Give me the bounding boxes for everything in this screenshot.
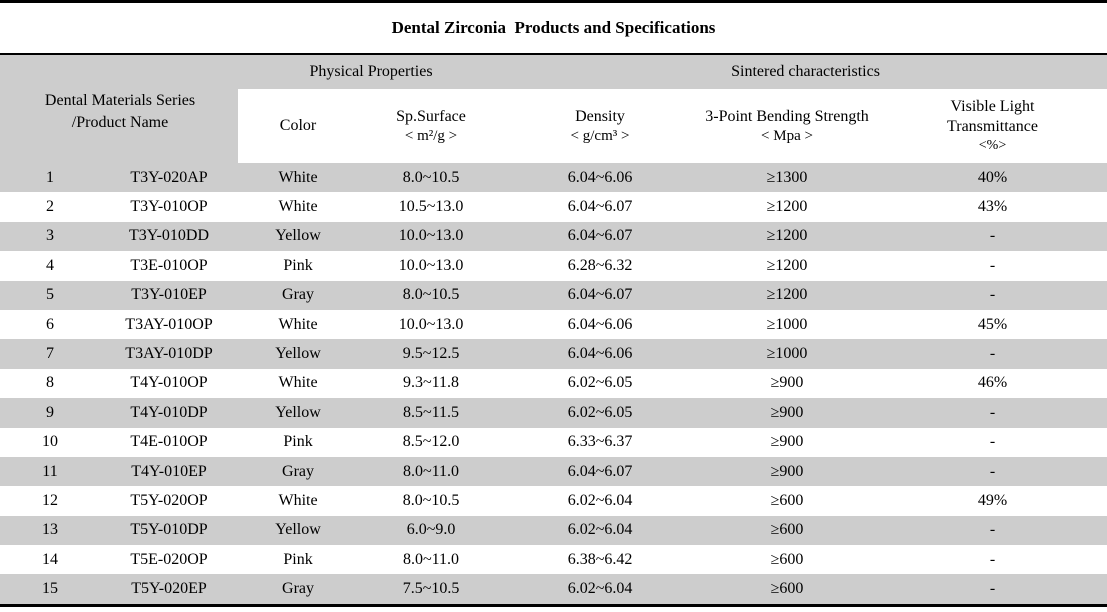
column-header-transmittance (878, 89, 1107, 163)
table-row (0, 222, 1107, 251)
bending-strength-value: ≥1000 (766, 315, 808, 333)
row-number: 10 (42, 433, 58, 451)
column-header-sp-surface (358, 89, 504, 163)
transmittance-value: - (989, 345, 996, 363)
group-header-physical-properties: Physical Properties (238, 55, 504, 89)
row-number: 2 (46, 198, 54, 216)
column-header-bending-strength-label: 3-Point Bending Strength (705, 107, 869, 125)
column-header-bending-strength-unit: < Mpa > (761, 127, 813, 144)
density-value: 6.02~6.05 (567, 374, 633, 392)
column-header-bending-strength (696, 89, 878, 163)
table-row (0, 574, 1107, 605)
density-value: 6.04~6.07 (567, 227, 633, 245)
transmittance-value: 45% (977, 315, 1008, 333)
column-header-transmittance-unit: <%> (978, 138, 1007, 154)
sp-surface-value: 8.0~10.5 (402, 168, 460, 186)
bending-strength-value: ≥1200 (766, 256, 808, 274)
color-value: Pink (283, 550, 313, 568)
density-value: 6.04~6.06 (567, 345, 633, 363)
product-name: T3Y-020AP (130, 168, 208, 186)
color-value: Pink (283, 433, 313, 451)
row-number: 11 (42, 462, 58, 480)
color-value: Gray (282, 580, 314, 598)
column-header-density-label: Density (575, 107, 625, 125)
transmittance-value: 40% (977, 168, 1008, 186)
row-number: 12 (42, 491, 58, 509)
sp-surface-value: 8.5~12.0 (402, 433, 460, 451)
corner-header (0, 55, 238, 163)
density-value: 6.02~6.04 (567, 521, 633, 539)
transmittance-value: - (989, 256, 996, 274)
row-number: 4 (46, 256, 54, 274)
density-value: 6.02~6.05 (567, 403, 633, 421)
table-row (0, 369, 1107, 398)
bending-strength-value: ≥600 (770, 521, 804, 539)
table-body (0, 163, 1107, 605)
product-name: T4Y-010DP (130, 403, 208, 421)
column-header-transmittance-label: Visible Light Transmittance (947, 98, 1038, 136)
row-number: 3 (46, 227, 54, 245)
product-name: T3Y-010OP (130, 198, 208, 216)
transmittance-value: 46% (977, 374, 1008, 392)
corner-header-line2: /Product Name (71, 113, 169, 131)
bending-strength-value: ≥1300 (766, 168, 808, 186)
column-header-sp-surface-label: Sp.Surface (396, 107, 466, 125)
bending-strength-value: ≥600 (770, 550, 804, 568)
table-row (0, 251, 1107, 280)
color-value: Yellow (275, 403, 321, 421)
bending-strength-value: ≥1200 (766, 198, 808, 216)
transmittance-value: 49% (977, 491, 1008, 509)
transmittance-value: - (989, 227, 996, 245)
color-value: Yellow (275, 345, 321, 363)
density-value: 6.02~6.04 (567, 491, 633, 509)
row-number: 6 (46, 315, 54, 333)
density-value: 6.33~6.37 (567, 433, 633, 451)
column-header-color-label: Color (279, 117, 317, 134)
group-header-row (0, 55, 1107, 89)
product-name: T4Y-010EP (131, 462, 207, 480)
color-value: Pink (283, 256, 313, 274)
sp-surface-value: 8.5~11.5 (402, 403, 460, 421)
transmittance-value: - (989, 521, 996, 539)
bending-strength-value: ≥1200 (766, 227, 808, 245)
table-row (0, 486, 1107, 515)
product-name: T3AY-010OP (125, 315, 213, 333)
density-value: 6.28~6.32 (567, 256, 633, 274)
product-name: T4Y-010OP (130, 374, 208, 392)
table-row (0, 339, 1107, 368)
sp-surface-value: 10.5~13.0 (398, 198, 464, 216)
color-value: White (278, 491, 318, 509)
row-number: 8 (46, 374, 54, 392)
bending-strength-value: ≥900 (770, 462, 804, 480)
product-name: T3AY-010DP (125, 345, 213, 363)
density-value: 6.38~6.42 (567, 550, 633, 568)
bending-strength-value: ≥1000 (766, 345, 808, 363)
bending-strength-value: ≥600 (770, 580, 804, 598)
row-number: 15 (42, 580, 58, 598)
row-number: 7 (46, 345, 54, 363)
sp-surface-value: 10.0~13.0 (398, 256, 464, 274)
product-name: T3Y-010EP (131, 286, 207, 304)
density-value: 6.04~6.07 (567, 286, 633, 304)
table-row (0, 457, 1107, 486)
sp-surface-value: 8.0~10.5 (402, 491, 460, 509)
product-name: T5E-020OP (130, 550, 208, 568)
sp-surface-value: 6.0~9.0 (406, 521, 456, 539)
product-name: T5Y-020OP (130, 491, 208, 509)
color-value: White (278, 168, 318, 186)
product-name: T5Y-010DP (130, 521, 208, 539)
corner-header-line1: Dental Materials Series (44, 91, 196, 109)
column-header-density (504, 89, 696, 163)
density-value: 6.04~6.06 (567, 315, 633, 333)
transmittance-value: 43% (977, 198, 1008, 216)
bending-strength-value: ≥600 (770, 491, 804, 509)
product-name: T4E-010OP (130, 433, 208, 451)
color-value: White (278, 374, 318, 392)
row-number: 13 (42, 521, 58, 539)
table-row (0, 192, 1107, 221)
row-number: 1 (46, 168, 54, 186)
group-header-sintered-characteristics: Sintered characteristics (504, 55, 1107, 89)
color-value: Yellow (275, 521, 321, 539)
table-row (0, 163, 1107, 192)
bending-strength-value: ≥1200 (766, 286, 808, 304)
column-header-density-unit: < g/cm³ > (570, 127, 630, 144)
table-row (0, 545, 1107, 574)
bending-strength-value: ≥900 (770, 403, 804, 421)
product-name: T5Y-020EP (131, 580, 207, 598)
sp-surface-value: 8.0~11.0 (402, 462, 460, 480)
sp-surface-value: 7.5~10.5 (402, 580, 460, 598)
transmittance-value: - (989, 433, 996, 451)
bending-strength-value: ≥900 (770, 374, 804, 392)
bending-strength-value: ≥900 (770, 433, 804, 451)
sp-surface-value: 10.0~13.0 (398, 315, 464, 333)
color-value: White (278, 315, 318, 333)
sp-surface-value: 9.5~12.5 (402, 345, 460, 363)
density-value: 6.04~6.07 (567, 198, 633, 216)
product-name: T3E-010OP (130, 256, 208, 274)
color-value: White (278, 198, 318, 216)
table-row (0, 516, 1107, 545)
sp-surface-value: 8.0~11.0 (402, 550, 460, 568)
row-number: 14 (42, 550, 58, 568)
row-number: 5 (46, 286, 54, 304)
density-value: 6.04~6.07 (567, 462, 633, 480)
products-table (0, 55, 1107, 607)
sp-surface-value: 10.0~13.0 (398, 227, 464, 245)
transmittance-value: - (989, 403, 996, 421)
color-value: Gray (282, 462, 314, 480)
row-number: 9 (46, 403, 54, 421)
page-title: Dental Zirconia Products and Specifications (0, 3, 1107, 55)
color-value: Yellow (275, 227, 321, 245)
table-row (0, 281, 1107, 310)
color-value: Gray (282, 286, 314, 304)
transmittance-value: - (989, 580, 996, 598)
column-header-color (238, 89, 358, 163)
table-row (0, 428, 1107, 457)
product-name: T3Y-010DD (129, 227, 209, 245)
transmittance-value: - (989, 462, 996, 480)
sp-surface-value: 9.3~11.8 (402, 374, 460, 392)
table-row (0, 310, 1107, 339)
transmittance-value: - (989, 286, 996, 304)
transmittance-value: - (989, 550, 996, 568)
density-value: 6.04~6.06 (567, 168, 633, 186)
density-value: 6.02~6.04 (567, 580, 633, 598)
sp-surface-value: 8.0~10.5 (402, 286, 460, 304)
table-row (0, 398, 1107, 427)
column-header-sp-surface-unit: < m²/g > (404, 127, 458, 144)
